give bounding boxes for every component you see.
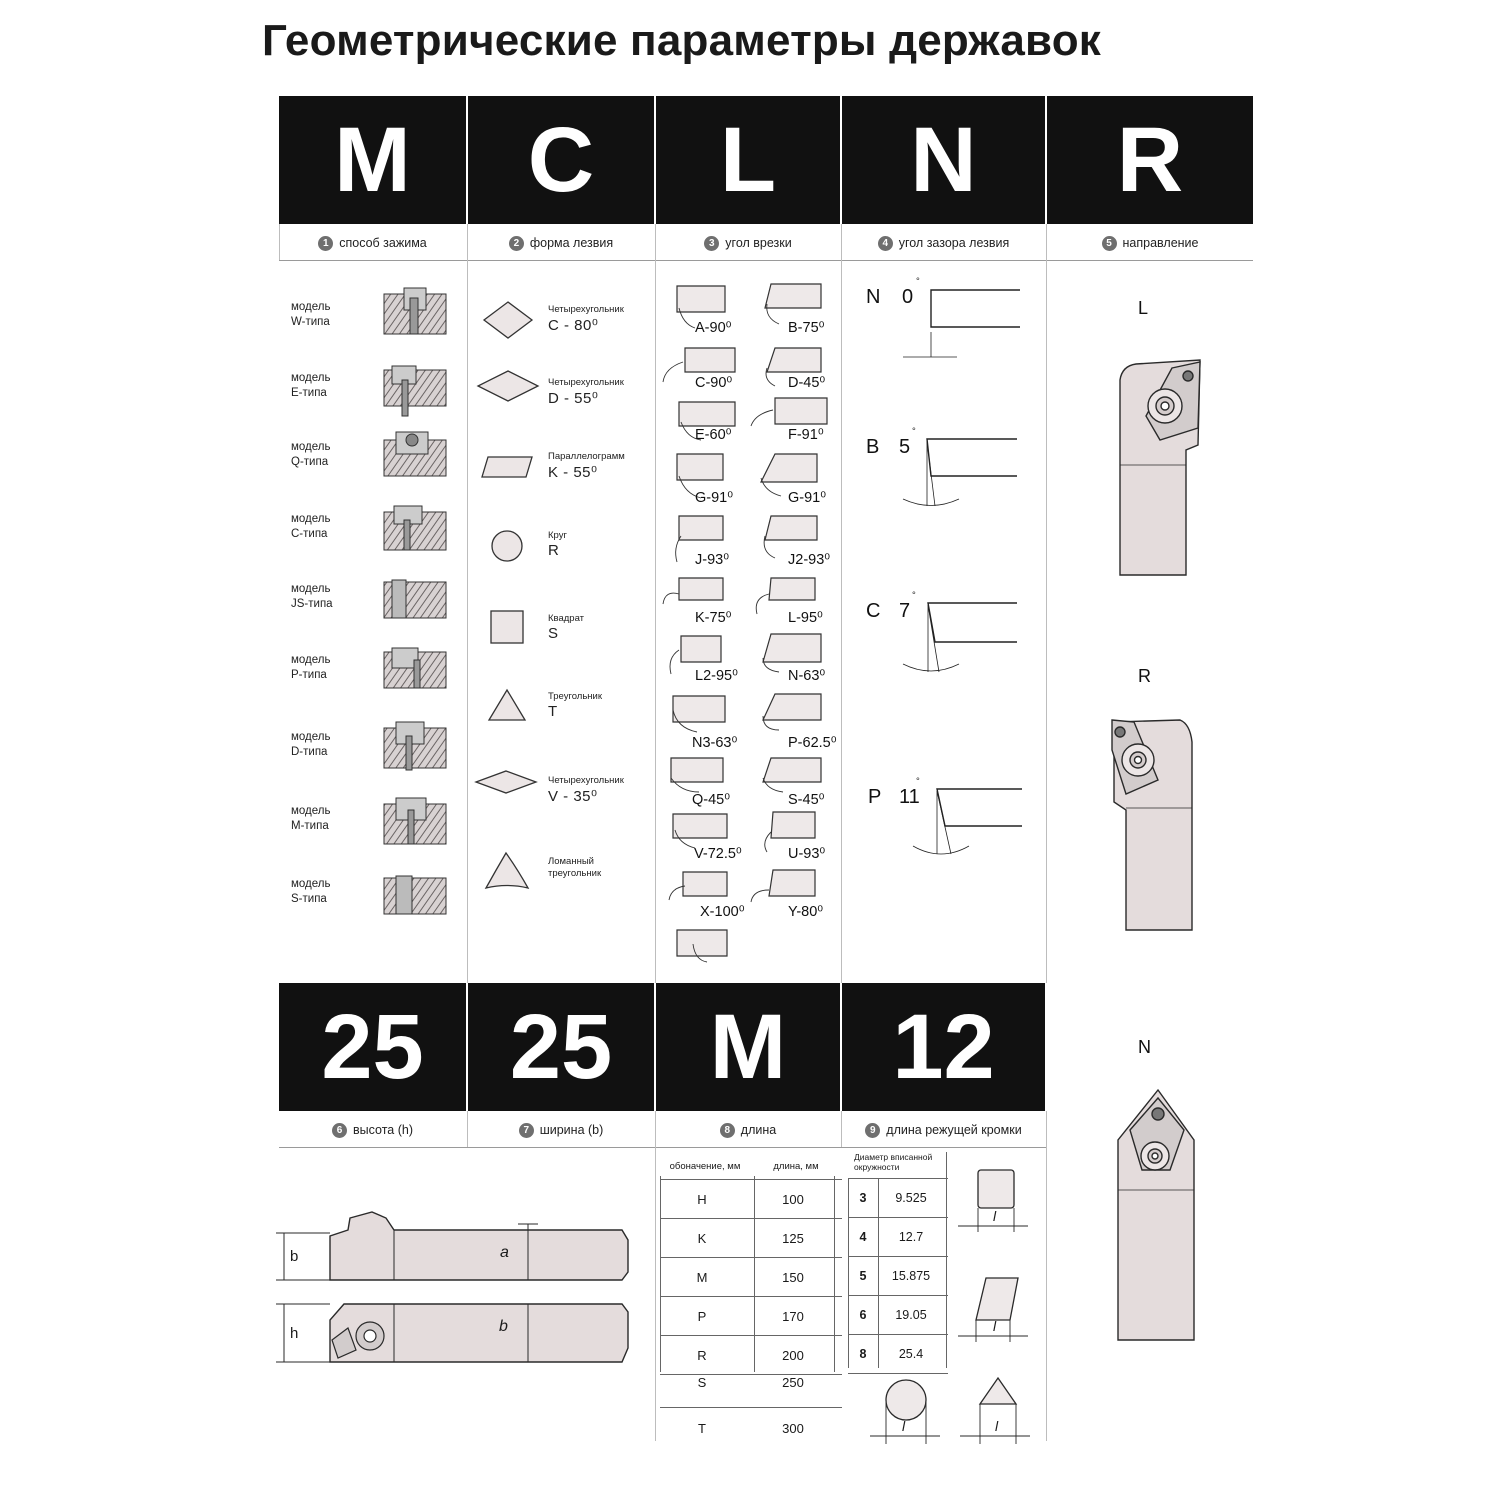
insert-name: Четырехугольник — [548, 304, 624, 315]
lead-angle-label: G-91⁰ — [695, 490, 734, 506]
lead-n-icon — [763, 634, 821, 662]
trigon-icon — [486, 853, 528, 888]
divider — [279, 1147, 1047, 1148]
insert-t — [548, 691, 602, 720]
lead-angle-label: Q-45⁰ — [692, 792, 731, 808]
insert-name: Квадрат — [548, 613, 585, 624]
edge-length-inserts — [860, 1160, 1040, 1450]
lead-d-icon — [767, 348, 821, 372]
number-badge: 1 — [318, 236, 333, 251]
clearance-degree: 5 — [899, 436, 911, 458]
page-title: Геометрические параметры державок — [262, 16, 1101, 65]
header-length: M — [656, 983, 840, 1111]
lead-j-icon — [679, 516, 723, 540]
edge-table-header: Диаметр вписанной окружности — [854, 1152, 933, 1172]
lead-g2-icon — [761, 454, 817, 482]
lead-angle-label: F-91⁰ — [788, 427, 824, 443]
table-row: T 300 — [698, 1420, 804, 1436]
lead-p-icon — [763, 694, 821, 720]
clearance-n-icon — [931, 290, 1020, 327]
divider — [841, 224, 842, 983]
lead-z-icon — [677, 930, 727, 956]
header-clamping: M — [279, 96, 466, 224]
lead-l-icon — [769, 578, 815, 600]
rhomboid-insert-icon — [976, 1278, 1018, 1320]
label-text: угол врезки — [725, 236, 792, 250]
clamp-e-icon — [384, 366, 446, 416]
lead-v-icon — [673, 814, 727, 838]
insert-code: K - 55⁰ — [548, 464, 598, 481]
insert-code: V - 35⁰ — [548, 788, 598, 805]
header-clearance: N — [842, 96, 1045, 224]
lead-angle-label: D-45⁰ — [788, 375, 826, 391]
divider — [1046, 224, 1047, 983]
insert-code: C - 80⁰ — [548, 317, 599, 334]
lead-c-icon — [685, 348, 735, 372]
lead-n3-icon — [673, 696, 725, 722]
divider — [848, 1178, 849, 1368]
lead-f-icon — [775, 398, 827, 424]
label-text: ширина (b) — [539, 1123, 604, 1137]
number-badge: 2 — [509, 236, 524, 251]
lead-l2-icon — [681, 636, 721, 662]
holder-dimension-drawing — [268, 1200, 638, 1370]
clearance-degree: 7 — [899, 600, 911, 622]
lead-angle-label: N-63⁰ — [788, 668, 826, 684]
label-text: способ зажима — [339, 236, 427, 250]
circle-icon — [492, 531, 522, 561]
lead-angle-label: Y-80⁰ — [788, 904, 824, 920]
lead-b-icon — [765, 284, 821, 308]
column-header: обоначение, мм — [669, 1160, 741, 1172]
clearance-letter: C — [866, 600, 881, 622]
lead-k-icon — [679, 578, 723, 600]
insert-k — [548, 451, 625, 481]
insert-shapes — [470, 285, 550, 905]
insert-code: R — [548, 542, 560, 559]
table-row: P 170 — [660, 1297, 842, 1336]
insert-name: Параллелограмм — [548, 451, 625, 462]
rhombus-80-icon — [484, 302, 532, 338]
table-row: R 200 — [660, 1336, 842, 1375]
label-text: длина — [740, 1123, 777, 1137]
lead-angle-label: L2-95⁰ — [695, 668, 738, 684]
insert-c — [548, 304, 624, 334]
number-badge: 7 — [519, 1123, 534, 1138]
number-badge: 4 — [878, 236, 893, 251]
clamp-d-icon — [384, 722, 446, 770]
header-edge-length: 12 — [842, 983, 1045, 1111]
insert-r — [548, 530, 567, 559]
clearance-p-icon — [937, 789, 1022, 826]
lead-g-icon — [677, 454, 723, 480]
label-direction — [1047, 226, 1253, 260]
divider — [834, 1176, 835, 1372]
lead-y-icon — [769, 870, 815, 896]
lead-u-icon — [771, 812, 815, 838]
lead-q-icon — [671, 758, 723, 782]
length-table — [660, 1153, 842, 1448]
lead-angle-label: A-90⁰ — [695, 320, 732, 336]
table-row: H 100 — [660, 1180, 842, 1219]
clearance-letter: N — [866, 286, 881, 308]
l-label: l — [902, 1418, 906, 1434]
table-row: K 125 — [660, 1219, 842, 1258]
header-lead-angle: L — [656, 96, 840, 224]
degree-symbol: ° — [912, 426, 916, 437]
l-label: l — [993, 1208, 997, 1224]
lead-j2-icon — [765, 516, 817, 540]
clearance-b-icon — [927, 439, 1017, 476]
insert-code: T — [548, 703, 558, 720]
lead-angle-label: S-45⁰ — [788, 792, 825, 808]
degree-symbol: ° — [916, 276, 920, 287]
clamp-label: модель S-типа — [291, 878, 331, 905]
lead-e-icon — [679, 402, 735, 426]
clamp-c-icon — [384, 506, 446, 550]
triangle-icon — [489, 690, 525, 720]
clearance-degree: 0 — [902, 286, 914, 308]
clearance-letter: B — [866, 436, 880, 458]
lead-angle-label: G-91⁰ — [788, 490, 827, 506]
round-insert-icon — [886, 1380, 926, 1420]
number-badge: 6 — [332, 1123, 347, 1138]
number-badge: 8 — [720, 1123, 735, 1138]
insert-name: Четырехугольник — [548, 775, 624, 786]
header-insert-shape: C — [468, 96, 654, 224]
label-clamping — [279, 226, 466, 260]
label-text: высота (h) — [353, 1123, 413, 1137]
clearance-diagrams — [845, 270, 1045, 870]
divider — [655, 224, 656, 983]
label-text: форма лезвия — [529, 236, 614, 250]
lead-angle-label: N3-63⁰ — [692, 735, 738, 751]
clamp-js-icon — [384, 580, 446, 618]
label-insert-shape — [468, 226, 654, 260]
clamp-m-icon — [384, 798, 446, 844]
dim-b-italic-label: b — [499, 1318, 508, 1335]
lead-angle-label: V-72.5⁰ — [694, 846, 742, 862]
rhombus-35-icon — [476, 771, 536, 793]
lead-angle-label: C-90⁰ — [695, 375, 733, 391]
clamp-q-icon — [384, 432, 446, 476]
insert-w: Ломанный треугольник — [548, 856, 602, 879]
lead-s-icon — [763, 758, 821, 782]
degree-symbol: ° — [912, 590, 916, 601]
clamp-w-icon — [384, 288, 446, 334]
clamp-label: модель JS-типа — [291, 583, 333, 610]
header-width: 25 — [468, 983, 654, 1111]
lead-angle-label: K-75⁰ — [695, 610, 732, 626]
direction-label-r: R — [1138, 666, 1151, 686]
divider — [660, 1176, 661, 1372]
dim-b-label: b — [290, 1248, 299, 1265]
insert-code: S — [548, 625, 559, 642]
clamp-s-icon — [384, 876, 446, 914]
number-badge: 5 — [1102, 236, 1117, 251]
holder-side-view-icon — [330, 1212, 628, 1280]
table-row: 6 19.05 — [848, 1295, 948, 1334]
header-direction: R — [1047, 96, 1253, 224]
lead-angle-label: P-62.5⁰ — [788, 735, 837, 751]
dim-h-label: h — [290, 1325, 299, 1342]
clearance-letter: P — [868, 786, 882, 808]
dim-a-label: a — [500, 1244, 509, 1261]
lead-angle-label: J2-93⁰ — [788, 552, 831, 568]
insert-name: Круг — [548, 530, 567, 541]
direction-label-n: N — [1138, 1037, 1151, 1057]
insert-v — [548, 775, 624, 805]
rhombus-55-icon — [478, 371, 538, 401]
clearance-c-icon — [928, 603, 1017, 642]
table-row: M 150 — [660, 1258, 842, 1297]
clamp-p-icon — [384, 648, 446, 688]
lead-angle-label: J-93⁰ — [695, 552, 730, 568]
divider — [279, 224, 280, 260]
insert-name: Треугольник — [548, 691, 603, 702]
l-label: l — [993, 1318, 997, 1334]
clamp-label: модель C-типа — [291, 513, 331, 540]
label-width — [468, 1113, 654, 1147]
label-edge-length — [842, 1113, 1045, 1147]
table-row: 8 25.4 — [848, 1334, 948, 1374]
table-row: 4 12.7 — [848, 1217, 948, 1256]
label-height — [279, 1113, 466, 1147]
header-height: 25 — [279, 983, 466, 1111]
clamp-label: модель W-типа — [291, 301, 331, 328]
degree-symbol: ° — [916, 776, 920, 787]
label-text: направление — [1122, 236, 1199, 250]
table-row: 3 9.525 — [848, 1178, 948, 1217]
divider — [279, 260, 1253, 261]
insert-s — [548, 613, 584, 642]
clearance-degree: 11 — [899, 786, 920, 808]
lead-angle-label: U-93⁰ — [788, 846, 826, 862]
triangle-insert-icon — [980, 1378, 1016, 1404]
lead-x-icon — [683, 872, 727, 896]
divider — [655, 1111, 656, 1441]
clamp-label: модель Q-типа — [291, 441, 331, 468]
clamp-label: модель D-типа — [291, 731, 331, 758]
divider — [1046, 1111, 1047, 1441]
clamp-label: модель E-типа — [291, 372, 331, 399]
label-length — [656, 1113, 840, 1147]
direction-label-l: L — [1138, 298, 1149, 318]
column-header: длина, мм — [773, 1160, 819, 1172]
l-label: l — [995, 1418, 999, 1434]
lead-angle-label: B-75⁰ — [788, 320, 825, 336]
insert-d — [548, 377, 624, 407]
parallelogram-icon — [482, 457, 532, 477]
insert-code: D - 55⁰ — [548, 390, 599, 407]
label-lead-angle — [656, 226, 840, 260]
direction-tools — [1100, 350, 1210, 1350]
insert-name: Четырехугольник — [548, 377, 624, 388]
clamp-label: модель M-типа — [291, 805, 331, 832]
square-insert-icon — [978, 1170, 1014, 1208]
lead-angle-label: L-95⁰ — [788, 610, 823, 626]
divider — [754, 1176, 755, 1372]
number-badge: 9 — [865, 1123, 880, 1138]
table-row: 5 15.875 — [848, 1256, 948, 1295]
square-icon — [491, 611, 523, 643]
lead-angle-label: E-60⁰ — [695, 427, 732, 443]
clamp-label: модель P-типа — [291, 654, 331, 681]
label-text: длина режущей кромки — [886, 1123, 1022, 1137]
lead-a-icon — [677, 286, 725, 312]
label-clearance — [842, 226, 1045, 260]
label-text: угол зазора лезвия — [898, 236, 1010, 250]
number-badge: 3 — [704, 236, 719, 251]
lead-angle-label: X-100⁰ — [700, 904, 745, 920]
table-row: S 250 — [660, 1375, 842, 1408]
divider — [467, 224, 468, 983]
clamp-images — [378, 280, 458, 930]
